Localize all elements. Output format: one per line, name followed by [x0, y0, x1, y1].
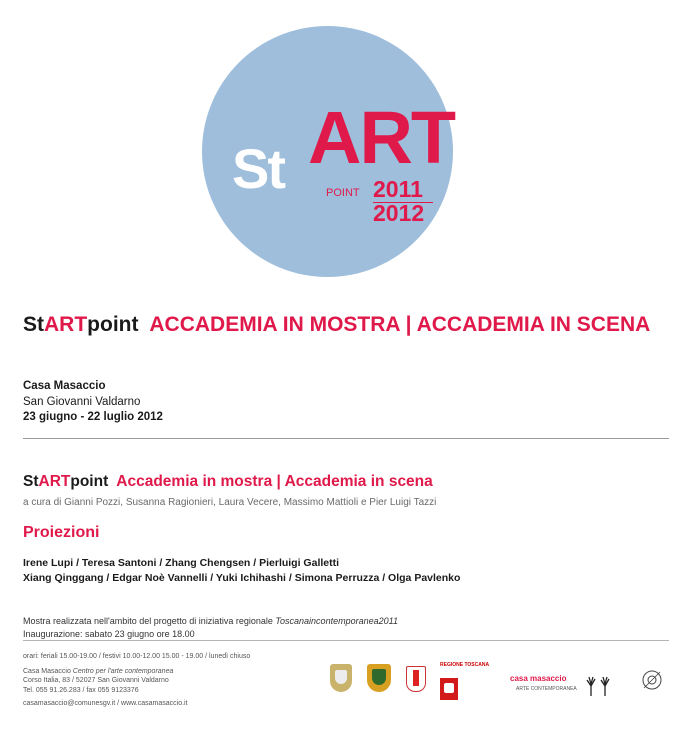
artists-line: Xiang Qinggang / Edgar Noè Vannelli / Yuki Ichihashi / Simona Perruzza / Olga Pavlenko — [23, 572, 461, 584]
project-note-prefix: Mostra realizzata nell'ambito del progetto di iniziativa regionale — [23, 616, 276, 626]
project-name: Toscanaincontemporanea2011 — [275, 616, 398, 626]
tree-icon — [586, 676, 596, 696]
regione-label: REGIONE TOSCANA — [440, 662, 490, 668]
title-brand-st: St — [23, 313, 44, 336]
title-text: ACCADEMIA IN MOSTRA | ACCADEMIA IN SCENA — [149, 313, 651, 336]
title-brand-point: point — [87, 313, 139, 336]
casa-masaccio-subtitle: ARTE CONTEMPORANEA — [516, 686, 577, 692]
opening-hours: orari: feriali 15.00-19.00 / festivi 10.00-12.00 15.00 - 19.00 / lunedì chiuso — [23, 653, 251, 660]
org-description: Centro per l'arte contemporanea — [72, 668, 174, 675]
subtitle-brand-art: ART — [38, 473, 71, 490]
divider — [23, 438, 669, 439]
casa-masaccio-logo: casa masaccio — [510, 674, 567, 683]
artists-line: Irene Lupi / Teresa Santoni / Zhang Chengsen / Pierluigi Galletti — [23, 557, 340, 569]
city-crest-icon — [406, 666, 426, 692]
logo-point-text: POINT — [326, 187, 360, 199]
regione-toscana-logo-icon — [440, 678, 458, 700]
venue-name: Casa Masaccio — [23, 380, 106, 392]
logo-st-text: St — [232, 137, 284, 200]
phone-fax: Tel. 055 91.26.283 / fax 055 9123376 — [23, 687, 139, 694]
org-line — [23, 668, 173, 676]
footer-divider — [23, 640, 669, 641]
org-name: Casa Masaccio — [23, 668, 73, 675]
institution-emblem-icon — [640, 668, 664, 696]
section-title — [23, 474, 433, 490]
logo-year-end: 2012 — [373, 200, 425, 226]
tree-icon — [600, 676, 610, 696]
address: Corso Italia, 83 / 52027 San Giovanni Valdarno — [23, 677, 169, 684]
title-brand-art: ART — [44, 313, 88, 336]
contact-web[interactable]: casamasaccio@comunesgv.it / www.casamasaccio.it — [23, 700, 188, 707]
logo-year-start: 2011 — [373, 176, 423, 202]
curators-line: a cura di Gianni Pozzi, Susanna Ragionieri, Laura Vecere, Massimo Mattioli e Pier Luigi Tazzi — [23, 497, 437, 508]
venue-city: San Giovanni Valdarno — [23, 396, 141, 408]
subtitle-brand-point: point — [70, 473, 109, 490]
projections-heading: Proiezioni — [23, 524, 100, 541]
project-note — [23, 616, 398, 626]
page-title — [23, 314, 650, 335]
municipality-crest-icon — [330, 664, 352, 692]
logo-art-text: ART — [308, 96, 455, 179]
subtitle-text: Accademia in mostra | Accademia in scena — [116, 473, 433, 490]
opening-info: Inaugurazione: sabato 23 giugno ore 18.00 — [23, 629, 195, 639]
province-crest-icon — [367, 664, 391, 692]
subtitle-brand-st: St — [23, 473, 39, 490]
venue-dates: 23 giugno - 22 luglio 2012 — [23, 411, 163, 423]
